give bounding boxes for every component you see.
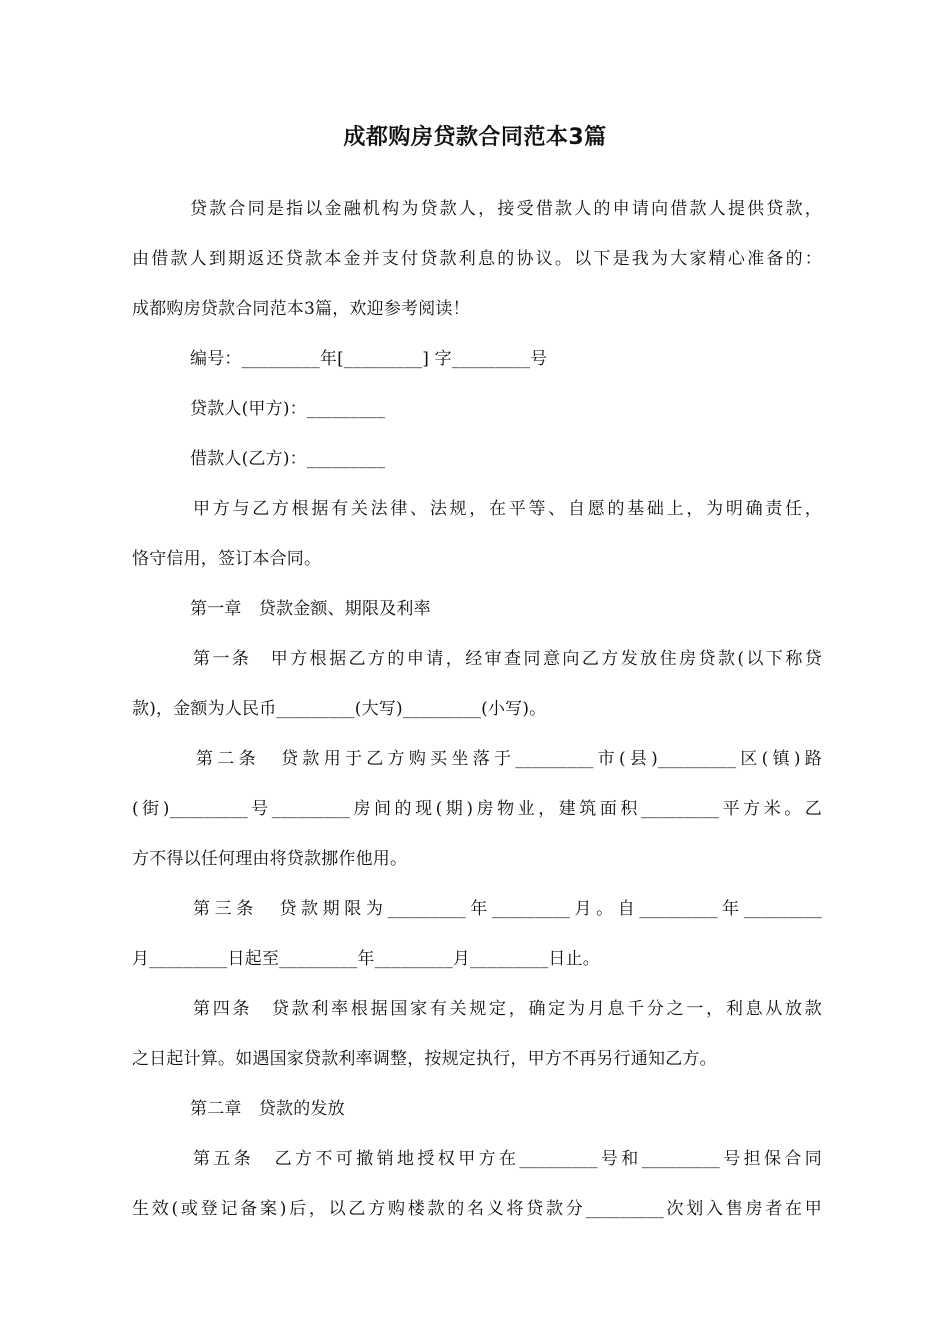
article-line: 第三条 贷款期限为_________年_________月。自_________年_________	[193, 899, 822, 919]
chapter-heading: 第一章 贷款金额、期限及利率	[190, 599, 431, 619]
paragraph-line: 成都购房贷款合同范本3篇，欢迎参考阅读！	[132, 299, 470, 319]
contract-number-line: 编号：_________年[_________] 字_________号	[190, 349, 548, 369]
article-line: 款)，金额为人民币_________(大写)_________(小写)。	[132, 699, 547, 719]
article-line: 第一条 甲方根据乙方的申请，经审查同意向乙方发放住房贷款(以下称贷	[193, 649, 822, 669]
paragraph-line: 甲方与乙方根据有关法律、法规，在平等、自愿的基础上，为明确责任，	[193, 499, 822, 519]
lender-line: 贷款人(甲方)：_________	[190, 399, 386, 419]
article-line: 之日起计算。如遇国家贷款利率调整，按规定执行，甲方不再另行通知乙方。	[132, 1049, 717, 1069]
article-line: 第四条 贷款利率根据国家有关规定，确定为月息千分之一，利息从放款	[193, 999, 822, 1019]
borrower-line: 借款人(乙方)：_________	[190, 449, 386, 469]
paragraph-line: 由借款人到期返还贷款本金并支付贷款利息的协议。以下是我为大家精心准备的：	[132, 249, 822, 269]
article-line: (街)_________号_________房间的现(期)房物业，建筑面积_________平方米。乙	[132, 799, 822, 819]
chapter-heading: 第二章 贷款的发放	[190, 1099, 345, 1119]
document-title: 成都购房贷款合同范本3篇	[343, 125, 607, 150]
paragraph-line: 恪守信用，签订本合同。	[132, 549, 322, 569]
article-line: 第二条 贷款用于乙方购买坐落于_________市(县)_________区(镇)路	[196, 749, 822, 769]
paragraph-line: 贷款合同是指以金融机构为贷款人，接受借款人的申请向借款人提供贷款，	[190, 199, 822, 219]
article-line: 第五条 乙方不可撤销地授权甲方在_________号和_________号担保合同	[193, 1149, 822, 1169]
article-line: 生效(或登记备案)后，以乙方购楼款的名义将贷款分_________次划入售房者在甲	[132, 1199, 822, 1219]
article-line: 方不得以任何理由将贷款挪作他用。	[132, 849, 408, 869]
article-line: 月_________日起至_________年_________月_________日止。	[132, 949, 600, 969]
